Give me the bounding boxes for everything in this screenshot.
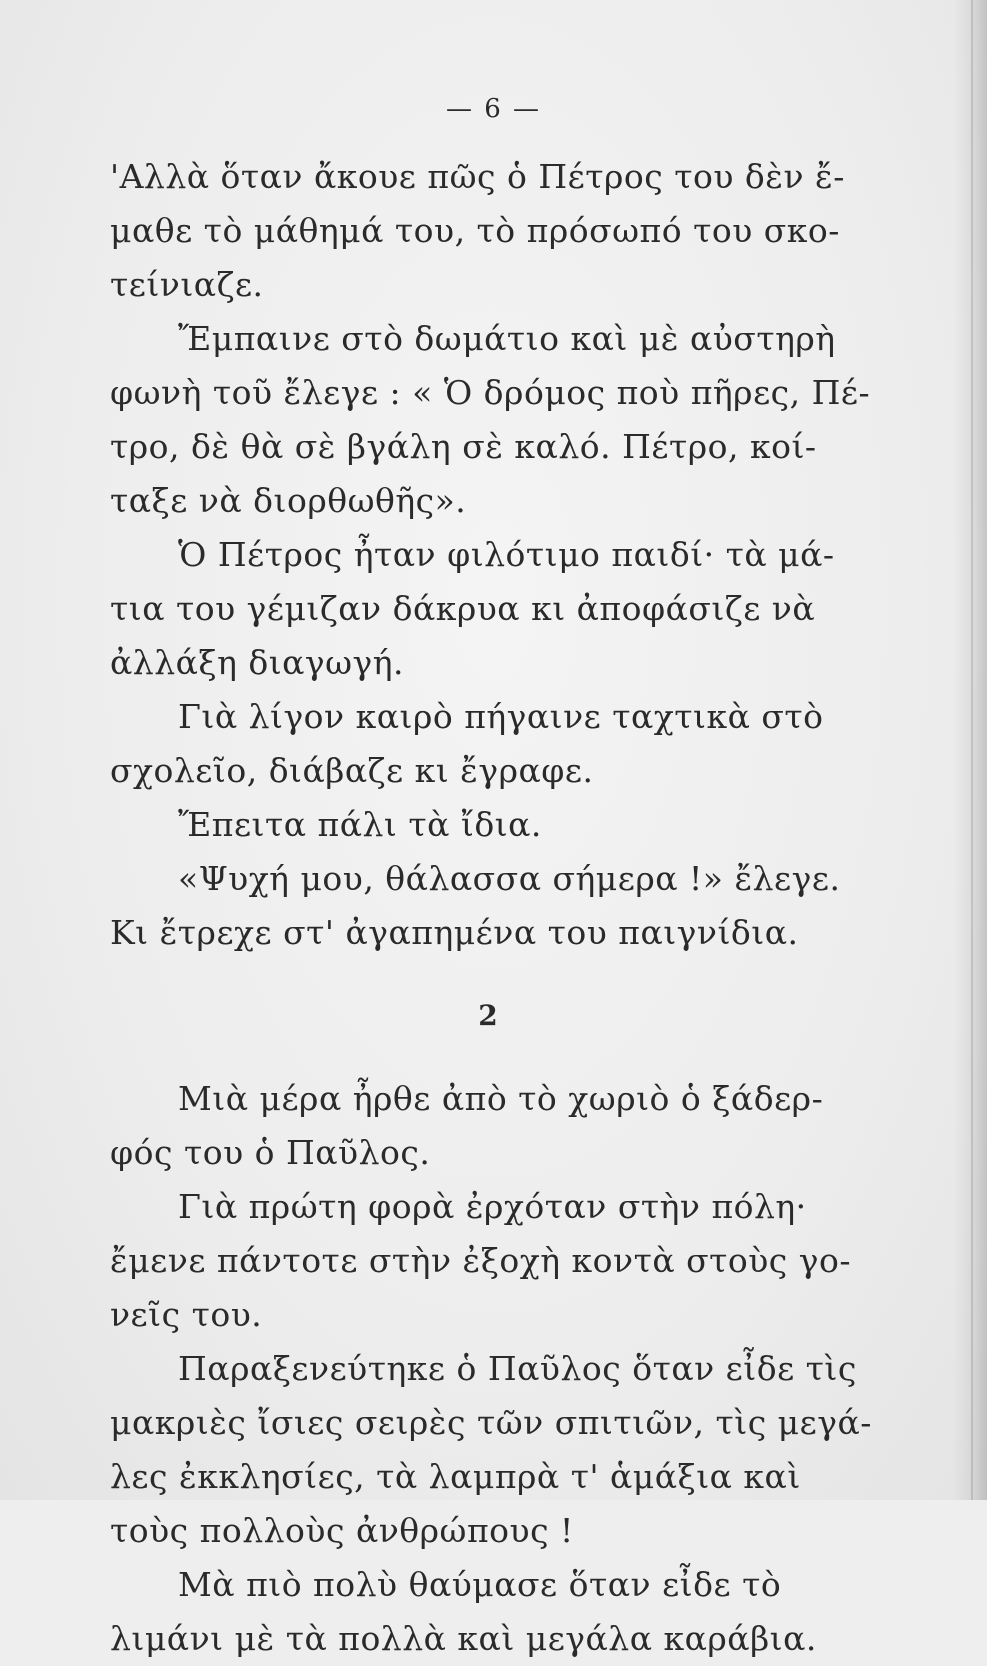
text-line: σχολεῖο, διάβαζε κι ἔγραφε. <box>110 751 594 790</box>
text-line: φός του ὁ Παῦλος. <box>110 1133 431 1172</box>
text-line: Ἔπειτα πάλι τὰ ἴδια. <box>178 805 542 844</box>
text-line: τια του γέμιζαν δάκρυα κι ἀποφάσιζε νὰ <box>110 589 816 628</box>
text-line: μακριὲς ἴσιες σειρὲς τῶν σπιτιῶν, τὶς μεγά- <box>110 1403 872 1442</box>
page-fold-shadow <box>953 0 987 1500</box>
text-line: Γιὰ λίγον καιρὸ πήγαινε ταχτικὰ στὸ <box>178 697 824 736</box>
text-line: ἀλλάξη διαγωγή. <box>110 643 405 682</box>
text-line: λιμάνι μὲ τὰ πολλὰ καὶ μεγάλα καράβια. <box>110 1619 817 1658</box>
text-line: Παραξενεύτηκε ὁ Παῦλος ὅταν εἶδε τὶς <box>178 1349 857 1388</box>
text-line: λες ἐκκλησίες, τὰ λαμπρὰ τ' ἁμάξια καὶ <box>110 1457 801 1496</box>
text-line: Μιὰ μέρα ἦρθε ἀπὸ τὸ χωριὸ ὁ ξάδερ- <box>178 1079 824 1118</box>
section-number: 2 <box>478 999 498 1032</box>
text-line: μαθε τὸ μάθημά του, τὸ πρόσωπό του σκο- <box>110 211 840 250</box>
text-line: Κι ἔτρεχε στ' ἀγαπημένα του παιγνίδια. <box>110 913 799 952</box>
text-line: 'Αλλὰ ὅταν ἄκουε πῶς ὁ Πέτρος του δὲν ἔ- <box>110 157 845 196</box>
text-line: ἔμενε πάντοτε στὴν ἐξοχὴ κοντὰ στοὺς γο- <box>110 1241 852 1280</box>
text-line: νεῖς του. <box>110 1295 263 1334</box>
body-text <box>110 150 890 1666</box>
text-line: τοὺς πολλοὺς ἀνθρώπους ! <box>110 1511 574 1550</box>
text-line: τείνιαζε. <box>110 265 264 304</box>
text-line: «Ψυχή μου, θάλασσα σήμερα !» ἔλεγε. <box>178 859 841 898</box>
text-line: Γιὰ πρώτη φορὰ ἐρχόταν στὴν πόλη· <box>178 1187 807 1226</box>
text-line: τρο, δὲ θὰ σὲ βγάλη σὲ καλό. Πέτρο, κοί- <box>110 427 817 466</box>
text-line: Ὁ Πέτρος ἦταν φιλότιμο παιδί· τὰ μά- <box>178 535 835 574</box>
text-line: Ἔμπαινε στὸ δωμάτιο καὶ μὲ αὐστηρὴ <box>178 319 836 358</box>
text-line: ταξε νὰ διορθωθῆς». <box>110 481 467 520</box>
text-line: Μὰ πιὸ πολὺ θαύμασε ὅταν εἶδε τὸ <box>178 1565 782 1604</box>
text-line: φωνὴ τοῦ ἔλεγε : « Ὁ δρόμος ποὺ πῆρες, Πέ- <box>110 373 871 412</box>
page-fold-line <box>971 0 973 1500</box>
page-number: — 6 — <box>445 94 542 124</box>
